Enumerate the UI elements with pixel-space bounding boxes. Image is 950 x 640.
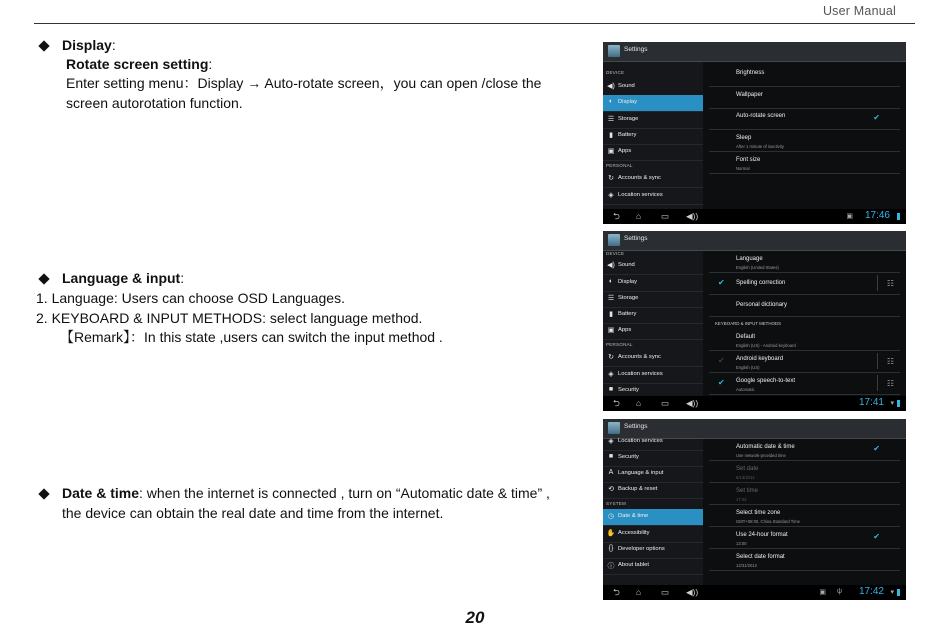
- setting-subtitle: Automatic: [736, 387, 755, 392]
- menu-item-battery[interactable]: [603, 307, 703, 324]
- keyboard-icon: A: [608, 469, 614, 476]
- menu-label: Location services: [618, 438, 663, 444]
- menu-label: Date & time: [618, 513, 649, 519]
- page-number: 20: [465, 608, 485, 627]
- back-icon[interactable]: ⮌: [613, 211, 620, 221]
- menu-label: Accounts & sync: [618, 354, 661, 360]
- back-icon[interactable]: ⮌: [613, 398, 620, 408]
- setting-title: Brightness: [736, 70, 765, 76]
- language-heading-line: Language & input:: [36, 269, 184, 289]
- checkbox-checked-icon[interactable]: ✔: [718, 278, 725, 287]
- menu-label: Security: [618, 387, 639, 393]
- menu-label: Battery: [618, 132, 637, 138]
- menu-item-date-time[interactable]: [603, 509, 703, 526]
- divider: [877, 353, 878, 369]
- menu-item-apps[interactable]: [603, 323, 703, 340]
- menu-label: Accessibility: [618, 530, 650, 536]
- menu-label: Apps: [618, 327, 632, 333]
- clock-icon: ◷: [607, 513, 615, 520]
- setting-subtitle: 13:00: [736, 541, 747, 546]
- menu-label: Language & input: [618, 470, 664, 476]
- lock-icon: ■: [608, 453, 614, 460]
- settings-app-icon: [608, 234, 620, 246]
- setting-subtitle: GMT+08:00, China Standard Time: [736, 519, 800, 524]
- setting-title: Android keyboard: [736, 356, 784, 362]
- location-icon: ◈: [608, 192, 614, 199]
- volume-icon[interactable]: ◀)): [686, 211, 699, 221]
- header-title: User Manual: [822, 4, 896, 18]
- setting-subtitle: 17:42: [736, 497, 747, 502]
- wifi-icon: ▾: [890, 400, 894, 407]
- setting-subtitle: English (US): [736, 365, 760, 370]
- gallery-icon: ▣: [846, 213, 853, 220]
- speaker-icon: ◀): [607, 83, 615, 90]
- menu-label: Backup & reset: [618, 486, 658, 492]
- setting-title: Spelling correction: [736, 280, 786, 286]
- setting-time-zone[interactable]: [709, 505, 900, 527]
- setting-subtitle: 6/13/2012: [736, 475, 755, 480]
- setting-set-time[interactable]: [709, 483, 900, 505]
- setting-font-size[interactable]: [709, 152, 900, 174]
- battery-status-icon: [897, 589, 900, 596]
- checkbox-disabled-icon[interactable]: ✔: [718, 356, 725, 365]
- section-personal: PERSONAL: [606, 342, 633, 347]
- location-icon: ◈: [608, 371, 614, 378]
- home-icon[interactable]: ⌂: [636, 587, 642, 597]
- system-nav-bar: [603, 209, 906, 224]
- battery-icon: ▮: [609, 311, 613, 318]
- menu-label: Display: [618, 279, 638, 285]
- menu-label: About tablet: [618, 562, 649, 568]
- checkbox-checked-icon[interactable]: ✔: [718, 378, 725, 387]
- datetime-text1: : when the internet is connected , turn on “Automatic date & time” ,: [139, 485, 550, 501]
- checkbox-checked-icon[interactable]: ✔: [873, 113, 880, 122]
- datetime-settings-screenshot: [603, 419, 906, 600]
- divider: [877, 275, 878, 291]
- settings-detail-list: [703, 62, 906, 209]
- settings-sliders-icon[interactable]: ☷: [886, 379, 894, 388]
- menu-item-security[interactable]: [603, 450, 703, 467]
- setting-subtitle: Use network-provided time: [736, 453, 786, 458]
- settings-category-list: [603, 439, 703, 585]
- sync-icon: ↻: [608, 354, 614, 361]
- recent-apps-icon[interactable]: ▭: [661, 587, 670, 597]
- setting-title: Select time zone: [736, 510, 781, 516]
- settings-sliders-icon[interactable]: ☷: [886, 279, 894, 288]
- speaker-icon: ◀): [607, 262, 615, 269]
- apps-icon: ▣: [607, 327, 615, 334]
- menu-item-storage[interactable]: [603, 112, 703, 129]
- home-icon[interactable]: ⌂: [636, 398, 642, 408]
- clock: 17:41: [858, 397, 884, 408]
- storage-icon: ☰: [607, 116, 615, 123]
- wifi-icon: ▾: [890, 589, 894, 596]
- setting-default-keyboard[interactable]: [709, 329, 900, 351]
- gallery-icon: ▣: [819, 589, 826, 596]
- menu-label: Accounts & sync: [618, 175, 661, 181]
- setting-title: Auto-rotate screen: [736, 113, 786, 119]
- language-item2: 2. KEYBOARD & INPUT METHODS: select language method.: [36, 310, 423, 326]
- setting-title: Select date format: [736, 554, 785, 560]
- menu-label: Storage: [618, 116, 639, 122]
- menu-label: Display: [618, 99, 638, 105]
- setting-date-format[interactable]: [709, 549, 900, 571]
- menu-label: Location services: [618, 371, 663, 377]
- apps-icon: ▣: [607, 148, 615, 155]
- setting-subtitle: Normal: [736, 166, 750, 171]
- battery-status-icon: [897, 400, 900, 407]
- diamond-bullet-icon: [38, 273, 49, 284]
- menu-item-display[interactable]: [603, 95, 703, 112]
- setting-title: Personal dictionary: [736, 302, 788, 308]
- menu-label: Apps: [618, 148, 632, 154]
- settings-category-list: [603, 62, 703, 209]
- display-subheading: Rotate screen setting: [66, 56, 209, 72]
- setting-automatic-date-time[interactable]: [709, 439, 900, 461]
- diamond-bullet-icon: [38, 40, 49, 51]
- setting-title: Set time: [736, 488, 759, 494]
- setting-title: Default: [736, 334, 756, 340]
- menu-item-sound[interactable]: [603, 258, 703, 275]
- braces-icon: {}: [608, 545, 614, 552]
- battery-icon: ▮: [609, 132, 613, 139]
- menu-item-display[interactable]: [603, 275, 703, 292]
- menu-item-language-input[interactable]: [603, 466, 703, 483]
- setting-google-speech[interactable]: [709, 373, 900, 395]
- menu-item-location[interactable]: [603, 434, 703, 451]
- section-system: SYSTEM: [606, 501, 627, 506]
- settings-app-icon: [608, 422, 620, 434]
- location-icon: ◈: [608, 438, 614, 445]
- recent-apps-icon[interactable]: ▭: [661, 398, 670, 408]
- display-heading: Display: [62, 37, 112, 53]
- menu-label: Storage: [618, 295, 639, 301]
- system-nav-bar: [603, 585, 906, 600]
- settings-category-list: [603, 251, 703, 396]
- back-icon[interactable]: ⮌: [613, 587, 620, 597]
- settings-app-icon: [608, 45, 620, 57]
- language-item1: 1. Language: Users can choose OSD Languages.: [36, 290, 345, 306]
- menu-item-location[interactable]: [603, 367, 703, 384]
- section-device: DEVICE: [606, 70, 625, 75]
- setting-sleep[interactable]: [709, 130, 900, 152]
- datetime-text-line2: the device can obtain the real date and time from the internet.: [62, 505, 444, 521]
- menu-label: Battery: [618, 311, 637, 317]
- datetime-line1: [36, 484, 550, 504]
- home-icon[interactable]: ⌂: [636, 211, 642, 221]
- action-bar: [603, 42, 906, 62]
- menu-item-developer-options[interactable]: [603, 542, 703, 559]
- usb-icon: ψ: [837, 588, 842, 595]
- setting-title: Wallpaper: [736, 92, 763, 98]
- menu-item-location[interactable]: [603, 188, 703, 205]
- header-divider: [34, 23, 915, 24]
- recent-apps-icon[interactable]: ▭: [661, 211, 670, 221]
- clock: 17:46: [864, 210, 890, 221]
- display-text-line2: screen autorotation function.: [66, 95, 243, 111]
- menu-item-backup-reset[interactable]: [603, 482, 703, 499]
- clock: 17:42: [858, 586, 884, 597]
- setting-wallpaper[interactable]: [709, 87, 900, 109]
- menu-item-accessibility[interactable]: [603, 526, 703, 543]
- display-text-line1: Enter setting menu：Display → Auto-rotate screen，you can open /close the: [66, 75, 542, 91]
- menu-item-battery[interactable]: [603, 128, 703, 145]
- checkbox-checked-icon[interactable]: ✔: [873, 444, 880, 453]
- setting-subtitle: English (United States): [736, 265, 779, 270]
- setting-title: Use 24-hour format: [736, 532, 788, 538]
- setting-personal-dictionary[interactable]: [709, 295, 900, 317]
- settings-detail-list: [703, 251, 906, 396]
- language-remark: 【Remark】：In this state ,users can switch the input method .: [60, 329, 443, 345]
- divider: [877, 375, 878, 391]
- menu-label: Location services: [618, 192, 663, 198]
- setting-title: Set date: [736, 466, 759, 472]
- menu-label: Sound: [618, 262, 635, 268]
- setting-subtitle: After 1 minute of inactivity: [736, 144, 784, 149]
- setting-title: Google speech-to-text: [736, 378, 796, 384]
- setting-auto-rotate[interactable]: [709, 108, 900, 130]
- datetime-heading: Date & time: [62, 485, 140, 501]
- volume-icon[interactable]: ◀)): [686, 398, 699, 408]
- menu-item-storage[interactable]: [603, 291, 703, 308]
- setting-subtitle: English (US) - Android keyboard: [736, 343, 796, 348]
- menu-item-sound[interactable]: [603, 79, 703, 96]
- display-subheading-line: Rotate screen setting:: [66, 56, 213, 72]
- display-heading-line: Display:: [36, 36, 116, 56]
- section-keyboard-input: KEYBOARD & INPUT METHODS: [715, 321, 782, 326]
- volume-icon[interactable]: ◀)): [686, 587, 699, 597]
- language-heading: Language & input: [62, 270, 181, 286]
- setting-title: Font size: [736, 157, 761, 163]
- menu-item-apps[interactable]: [603, 144, 703, 161]
- display-icon: ◐: [608, 98, 614, 105]
- settings-detail-list: [703, 439, 906, 585]
- section-personal: PERSONAL: [606, 163, 633, 168]
- menu-item-about-tablet[interactable]: [603, 558, 703, 575]
- sync-icon: ↻: [608, 175, 614, 182]
- battery-status-icon: [897, 213, 900, 220]
- setting-title: Sleep: [736, 135, 752, 141]
- action-bar-title: Settings: [624, 423, 648, 430]
- action-bar: [603, 231, 906, 251]
- info-icon: ⓘ: [607, 563, 615, 570]
- setting-android-keyboard[interactable]: [709, 351, 900, 373]
- setting-title: Automatic date & time: [736, 444, 795, 450]
- action-bar-title: Settings: [624, 235, 648, 242]
- setting-set-date[interactable]: [709, 461, 900, 483]
- setting-language[interactable]: [709, 251, 900, 273]
- action-bar-title: Settings: [624, 46, 648, 53]
- menu-label: Sound: [618, 83, 635, 89]
- display-settings-screenshot: [603, 42, 906, 224]
- display-icon: ◐: [608, 278, 614, 285]
- settings-sliders-icon[interactable]: ☷: [886, 357, 894, 366]
- diamond-bullet-icon: [38, 488, 49, 499]
- section-device: DEVICE: [606, 251, 625, 256]
- language-settings-screenshot: [603, 231, 906, 411]
- setting-title: Language: [736, 256, 763, 262]
- menu-item-accounts[interactable]: [603, 350, 703, 367]
- backup-icon: ⟲: [608, 486, 614, 493]
- accessibility-icon: ✋: [606, 530, 616, 537]
- setting-subtitle: 12/31/2012: [736, 563, 757, 568]
- storage-icon: ☰: [607, 295, 615, 302]
- setting-24-hour-format[interactable]: [709, 527, 900, 549]
- menu-label: Developer options: [618, 546, 665, 552]
- lock-icon: ■: [608, 386, 614, 393]
- system-nav-bar: [603, 396, 906, 411]
- setting-spelling-correction[interactable]: [709, 273, 900, 295]
- menu-label: Security: [618, 454, 639, 460]
- setting-brightness[interactable]: [709, 65, 900, 87]
- checkbox-checked-icon[interactable]: ✔: [873, 532, 880, 541]
- menu-item-accounts[interactable]: [603, 171, 703, 188]
